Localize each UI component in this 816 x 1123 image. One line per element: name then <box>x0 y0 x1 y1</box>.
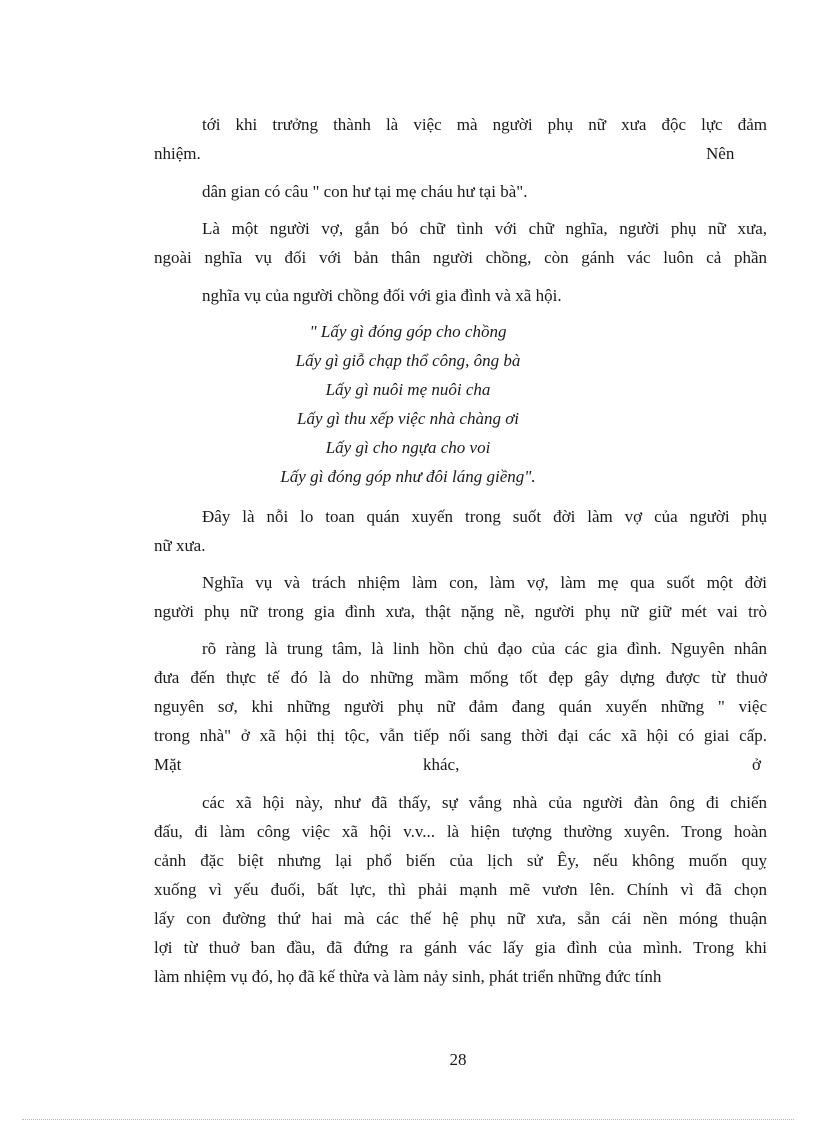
poem-line: Lấy gì thu xếp việc nhà chàng ơi <box>297 409 519 428</box>
text-line: các xã hội này, như đã thấy, sự vắng nhà của người đàn ông đi chiến <box>202 793 767 812</box>
text-line: ngoài nghĩa vụ đối với bản thân người chồng, còn gánh vác luôn cả phần <box>154 248 767 267</box>
text-line: nghĩa vụ của người chồng đối với gia đình và xã hội. <box>202 286 562 305</box>
poem-line: Lấy gì nuôi mẹ nuôi cha <box>325 380 491 399</box>
text-line: đấu, đi làm công việc xã hội v.v... là hiện tượng thường xuyên. Trong hoàn <box>154 822 767 841</box>
text-line: rõ ràng là trung tâm, là linh hồn chủ đạo của các gia đình. Nguyên nhân <box>202 639 767 658</box>
poem-line: Lấy gì giỗ chạp thổ công, ông bà <box>295 351 521 370</box>
text-line: cảnh đặc biệt nhưng lại phổ biến của lịch sử Êy, nếu không muốn quỵ <box>154 851 767 870</box>
text-line: Là một người vợ, gắn bó chữ tình với chữ nghĩa, người phụ nữ xưa, <box>202 219 767 238</box>
poem-line: Lấy gì cho ngựa cho voi <box>325 438 491 457</box>
text-line: xuống vì yếu đuối, bất lực, thì phải mạnh mẽ vươn lên. Chính vì đã chọn <box>154 880 767 899</box>
text-line: Nên <box>706 144 735 163</box>
text-line: Đây là nỗi lo toan quán xuyến trong suốt đời làm vợ của người phụ <box>202 507 767 526</box>
text-line: Mặt <box>154 755 182 774</box>
text-line: nguyên sơ, khi những người phụ nữ đảm đang quán xuyến những " việc <box>154 697 767 716</box>
poem-line: Lấy gì đóng góp như đôi láng giềng". <box>280 467 536 486</box>
text-line: người phụ nữ trong gia đình xưa, thật nặng nề, người phụ nữ giữ mét vai trò <box>154 602 767 621</box>
text-line: dân gian có câu " con hư tại mẹ cháu hư tại bà". <box>202 182 528 201</box>
text-line: khác, <box>423 755 460 774</box>
text-line: Nghĩa vụ và trách nhiệm làm con, làm vợ, làm mẹ qua suốt một đời <box>202 573 767 592</box>
text-line: lợi từ thuở ban đầu, đã đứng ra gánh vác lấy gia đình của mình. Trong khi <box>154 938 767 957</box>
page-number: 28 <box>449 1050 467 1069</box>
text-line: làm nhiệm vụ đó, họ đã kế thừa và làm nảy sinh, phát triển những đức tính <box>154 967 662 986</box>
text-line: nữ xưa. <box>154 536 206 555</box>
text-line: lấy con đường thứ hai mà các thế hệ phụ nữ xưa, sẵn cái nền móng thuận <box>154 909 767 928</box>
text-line: nhiệm. <box>154 144 201 163</box>
text-line: trong nhà" ở xã hội thị tộc, vẫn tiếp nối sang thời đại các xã hội có giai cấp. <box>154 726 767 745</box>
text-line: đưa đến thực tế đó là do những mầm mống tốt đẹp gây dựng được từ thuở <box>154 668 767 687</box>
poem-line: " Lấy gì đóng góp cho chồng <box>309 322 507 341</box>
text-line: ở <box>752 755 761 774</box>
text-line: tới khi trưởng thành là việc mà người phụ nữ xưa độc lực đảm <box>202 115 767 134</box>
page-bottom-border <box>22 1119 794 1120</box>
